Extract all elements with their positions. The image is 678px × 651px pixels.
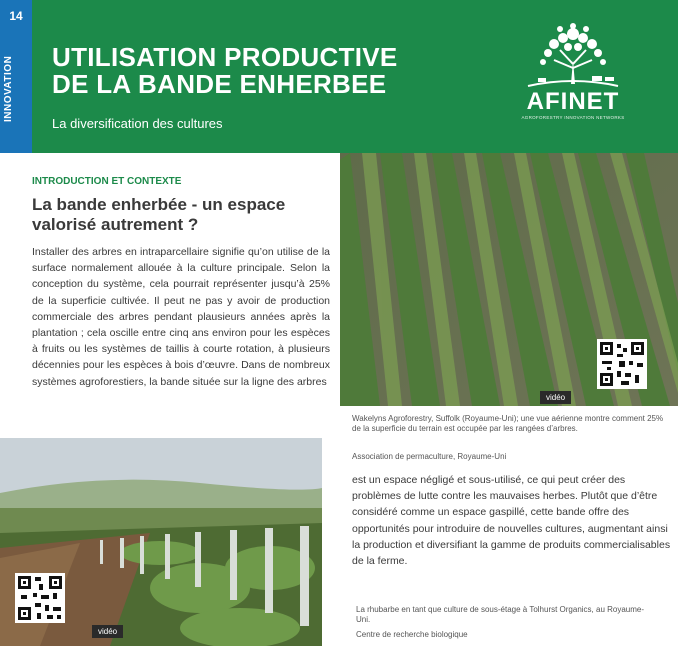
article-heading: La bande enherbée - un espace valorisé autrement ?	[32, 195, 286, 234]
page-title	[52, 44, 398, 98]
title-line-2: DE LA BANDE ENHERBEE	[52, 69, 387, 99]
title-line-1: UTILISATION PRODUCTIVE	[52, 42, 398, 72]
qr-code-icon[interactable]	[597, 339, 647, 389]
logo-tagline: AGROFORESTRY INNOVATION NETWORKS	[521, 115, 625, 120]
page-subtitle: La diversification des cultures	[52, 116, 223, 131]
logo-name: AFINET	[526, 88, 620, 115]
page-number: 14	[9, 9, 23, 23]
figure-caption: La rhubarbe en tant que culture de sous-étage à Tolhurst Organics, au Royaume-Uni.	[356, 605, 645, 624]
figure-caption: Wakelyns Agroforestry, Suffolk (Royaume-Uni); une vue aérienne montre comment 25% de la superficie du terrain est occupée par les rangées d’arbres.	[352, 414, 664, 433]
video-label[interactable]: vidéo	[540, 391, 571, 404]
figure-source: Association de permaculture, Royaume-Uni	[352, 452, 507, 461]
section-heading-label: INTRODUCTION ET CONTEXTE	[32, 176, 182, 187]
qr-code-icon[interactable]	[15, 573, 65, 623]
video-label[interactable]: vidéo	[92, 625, 123, 638]
tree-with-livestock-icon	[508, 20, 638, 90]
continuation-paragraph: est un espace négligé et sous-utilisé, ce qui peut créer des problèmes de lutte contre les mauvaises herbes. Plutôt que d’être considéré comme un espace gaspillé, cette bande offre des opportunités pour introduire de nouvelles cultures, augmentant ainsi la production et diversifiant la gamme de produits commercialisables de la ferme.	[352, 474, 671, 568]
intro-paragraph: Installer des arbres en intraparcellaire signifie qu’on utilise de la surface normalement allouée à la culture principale. Selon la conception du système, cela pourrait représenter jusqu’à 25% de la superficie cultivée. Il peut ne pas y avoir de production commerciale des arbres pendant plausieurs années après la plantation ; cela oscille entre cinq ans environ pour les espèces à fruits ou les systèmes de taillis à courte rotation, à plusieurs décennies pour les espèces à bois d’œuvre. Dans de nombreux systèmes agroforestiers, la bande située sur la ligne des arbres	[32, 246, 330, 388]
afinet-logo	[508, 20, 638, 128]
figure-source: Centre de recherche biologique	[356, 630, 468, 639]
section-label-vertical: INNOVATION	[3, 55, 14, 122]
